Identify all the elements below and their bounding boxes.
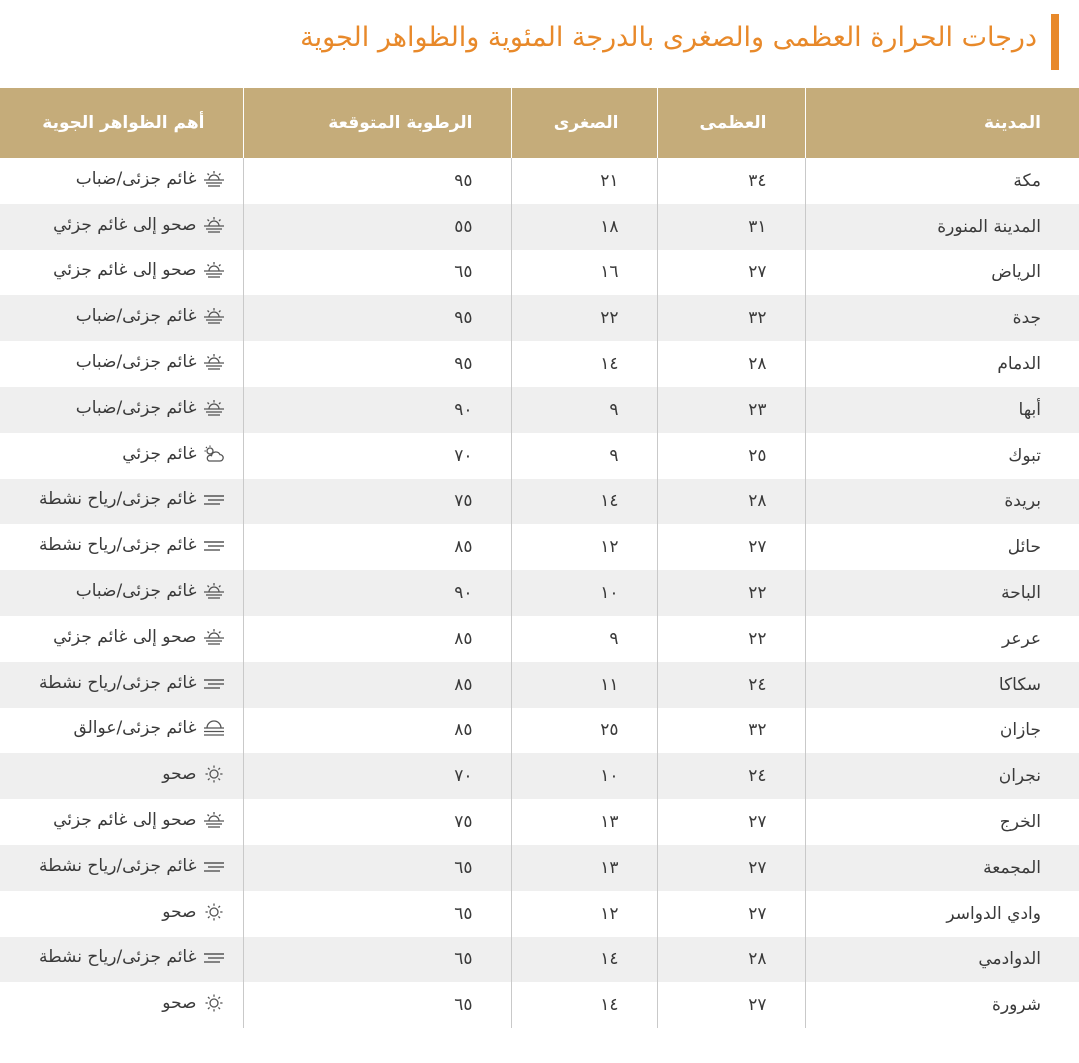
fog-icon <box>203 628 225 646</box>
title-block <box>0 14 1079 70</box>
cell-city: الدمام <box>805 341 1079 387</box>
cell-min: ٢٥ <box>511 708 657 754</box>
cell-min: ٩ <box>511 616 657 662</box>
cell-condition <box>0 387 243 433</box>
cell-city: الخرج <box>805 799 1079 845</box>
condition-wrap <box>39 856 225 876</box>
cell-condition <box>0 570 243 616</box>
condition-text: غائم جزئى/ضباب <box>75 306 197 327</box>
cell-city: المدينة المنورة <box>805 204 1079 250</box>
condition-text: غائم جزئى/عوالق <box>73 718 197 739</box>
cell-city: عرعر <box>805 616 1079 662</box>
title-accent-bar <box>1051 14 1059 70</box>
column-header-min: الصغرى <box>511 88 657 158</box>
cell-condition <box>0 158 243 204</box>
page-title: درجات الحرارة العظمى والصغرى بالدرجة المئوية والظواهر الجوية <box>300 22 1037 53</box>
cell-condition <box>0 753 243 799</box>
cell-city: شرورة <box>805 982 1079 1028</box>
condition-text: غائم جزئى/رياح نشطة <box>39 947 197 968</box>
cell-humidity: ٨٥ <box>243 708 511 754</box>
condition-text: صحو <box>162 993 197 1014</box>
fog-icon <box>203 353 225 371</box>
cell-city: حائل <box>805 524 1079 570</box>
cell-max: ٣٢ <box>657 295 805 341</box>
condition-text: صحو إلى غائم جزئي <box>53 810 197 831</box>
condition-text: غائم جزئى/رياح نشطة <box>39 672 197 693</box>
cell-humidity: ٥٥ <box>243 204 511 250</box>
cell-humidity: ٩٠ <box>243 387 511 433</box>
cell-humidity: ٧٠ <box>243 433 511 479</box>
fog-icon <box>203 216 225 234</box>
table-row <box>0 616 1079 662</box>
condition-wrap <box>76 398 225 418</box>
cell-city: نجران <box>805 753 1079 799</box>
condition-text: غائم جزئى/ضباب <box>75 352 197 373</box>
cell-max: ٣٤ <box>657 158 805 204</box>
cell-min: ١٢ <box>511 524 657 570</box>
condition-text: غائم جزئي <box>122 443 197 464</box>
cell-max: ٢٧ <box>657 982 805 1028</box>
cell-max: ٢٧ <box>657 891 805 937</box>
condition-wrap <box>162 764 224 784</box>
cell-min: ١٦ <box>511 250 657 296</box>
cell-humidity: ٧٥ <box>243 799 511 845</box>
condition-text: صحو إلى غائم جزئي <box>53 214 197 235</box>
cell-city: سكاكا <box>805 662 1079 708</box>
cell-max: ٢٣ <box>657 387 805 433</box>
condition-text: صحو <box>162 764 197 785</box>
cell-max: ٢٧ <box>657 524 805 570</box>
cell-min: ١٤ <box>511 937 657 983</box>
cell-min: ١٤ <box>511 479 657 525</box>
condition-text: غائم جزئى/رياح نشطة <box>39 535 197 556</box>
condition-text: صحو <box>162 901 197 922</box>
cell-city: جازان <box>805 708 1079 754</box>
wind-icon <box>203 948 225 966</box>
cell-min: ٩ <box>511 433 657 479</box>
cell-min: ١٤ <box>511 341 657 387</box>
condition-wrap <box>76 581 225 601</box>
cell-condition <box>0 295 243 341</box>
condition-wrap <box>53 215 224 235</box>
cell-humidity: ٦٥ <box>243 845 511 891</box>
cell-humidity: ٩٥ <box>243 158 511 204</box>
cell-condition <box>0 341 243 387</box>
table-row <box>0 341 1079 387</box>
sun-icon <box>203 903 225 921</box>
fog-icon <box>203 170 225 188</box>
cell-condition <box>0 799 243 845</box>
table-row <box>0 982 1079 1028</box>
cell-humidity: ٦٥ <box>243 982 511 1028</box>
table-row <box>0 158 1079 204</box>
cell-max: ٢٧ <box>657 250 805 296</box>
condition-wrap <box>53 810 224 830</box>
cell-humidity: ٩٥ <box>243 295 511 341</box>
wind-icon <box>203 857 225 875</box>
wind-icon <box>203 674 225 692</box>
cell-condition <box>0 845 243 891</box>
cell-condition <box>0 479 243 525</box>
cell-condition <box>0 524 243 570</box>
cell-min: ١٠ <box>511 570 657 616</box>
condition-text: غائم جزئى/ضباب <box>75 168 197 189</box>
fog-icon <box>203 399 225 417</box>
cell-min: ١٠ <box>511 753 657 799</box>
cell-humidity: ٧٥ <box>243 479 511 525</box>
cell-max: ٢٨ <box>657 479 805 525</box>
condition-text: صحو إلى غائم جزئي <box>53 260 197 281</box>
cell-condition <box>0 891 243 937</box>
condition-wrap <box>73 718 224 738</box>
cell-condition <box>0 982 243 1028</box>
cell-min: ٩ <box>511 387 657 433</box>
cell-min: ١٣ <box>511 799 657 845</box>
cell-max: ٢٧ <box>657 799 805 845</box>
partly-cloudy-icon <box>203 445 225 463</box>
cell-humidity: ٦٥ <box>243 891 511 937</box>
weather-table <box>0 88 1079 1028</box>
column-header-city: المدينة <box>805 88 1079 158</box>
condition-wrap <box>76 352 225 372</box>
cell-city: المجمعة <box>805 845 1079 891</box>
cell-city: وادي الدواسر <box>805 891 1079 937</box>
table-row <box>0 753 1079 799</box>
cell-condition <box>0 250 243 296</box>
condition-wrap <box>76 306 225 326</box>
condition-wrap <box>39 489 225 509</box>
cell-humidity: ٧٠ <box>243 753 511 799</box>
cell-city: مكة <box>805 158 1079 204</box>
cell-max: ٢٨ <box>657 341 805 387</box>
cell-max: ٢٨ <box>657 937 805 983</box>
cell-humidity: ٦٥ <box>243 937 511 983</box>
condition-wrap <box>162 993 224 1013</box>
cell-condition <box>0 616 243 662</box>
fog-icon <box>203 307 225 325</box>
cell-city: الدوادمي <box>805 937 1079 983</box>
table-row <box>0 662 1079 708</box>
table-row <box>0 891 1079 937</box>
condition-wrap <box>122 444 224 464</box>
table-row <box>0 799 1079 845</box>
condition-wrap <box>76 169 225 189</box>
column-header-max: العظمى <box>657 88 805 158</box>
cell-city: الرياض <box>805 250 1079 296</box>
condition-wrap <box>39 947 225 967</box>
cell-min: ١٣ <box>511 845 657 891</box>
cell-city: جدة <box>805 295 1079 341</box>
table-row <box>0 524 1079 570</box>
cell-max: ٣٢ <box>657 708 805 754</box>
cell-city: تبوك <box>805 433 1079 479</box>
table-body <box>0 158 1079 1028</box>
cell-max: ٣١ <box>657 204 805 250</box>
condition-text: غائم جزئى/رياح نشطة <box>39 489 197 510</box>
cell-condition <box>0 662 243 708</box>
cell-min: ٢٢ <box>511 295 657 341</box>
cell-humidity: ٦٥ <box>243 250 511 296</box>
condition-wrap <box>39 535 225 555</box>
cell-condition <box>0 708 243 754</box>
cell-max: ٢٤ <box>657 753 805 799</box>
cell-humidity: ٩٥ <box>243 341 511 387</box>
table-row <box>0 708 1079 754</box>
condition-text: صحو إلى غائم جزئي <box>53 626 197 647</box>
cell-max: ٢٥ <box>657 433 805 479</box>
cell-humidity: ٨٥ <box>243 662 511 708</box>
table-row <box>0 479 1079 525</box>
cell-humidity: ٨٥ <box>243 524 511 570</box>
table-row <box>0 387 1079 433</box>
column-header-condition: أهم الظواهر الجوية <box>0 88 243 158</box>
table-row <box>0 845 1079 891</box>
cell-max: ٢٧ <box>657 845 805 891</box>
column-header-humidity: الرطوبة المتوقعة <box>243 88 511 158</box>
sun-icon <box>203 765 225 783</box>
table-row <box>0 937 1079 983</box>
condition-wrap <box>53 260 224 280</box>
cell-condition <box>0 937 243 983</box>
sun-icon <box>203 994 225 1012</box>
cell-max: ٢٤ <box>657 662 805 708</box>
table-row <box>0 250 1079 296</box>
condition-text: غائم جزئى/ضباب <box>75 581 197 602</box>
wind-icon <box>203 490 225 508</box>
condition-text: غائم جزئى/رياح نشطة <box>39 855 197 876</box>
cell-min: ١١ <box>511 662 657 708</box>
table-row <box>0 204 1079 250</box>
condition-text: غائم جزئى/ضباب <box>75 397 197 418</box>
haze-icon <box>203 719 225 737</box>
cell-humidity: ٨٥ <box>243 616 511 662</box>
wind-icon <box>203 536 225 554</box>
cell-condition <box>0 204 243 250</box>
table-header-row <box>0 88 1079 158</box>
fog-icon <box>203 582 225 600</box>
cell-city: بريدة <box>805 479 1079 525</box>
cell-humidity: ٩٠ <box>243 570 511 616</box>
cell-city: أبها <box>805 387 1079 433</box>
condition-wrap <box>162 902 224 922</box>
cell-condition <box>0 433 243 479</box>
cell-min: ١٤ <box>511 982 657 1028</box>
fog-icon <box>203 261 225 279</box>
fog-icon <box>203 811 225 829</box>
cell-city: الباحة <box>805 570 1079 616</box>
condition-wrap <box>39 673 225 693</box>
table-row <box>0 570 1079 616</box>
cell-min: ٢١ <box>511 158 657 204</box>
table-row <box>0 295 1079 341</box>
table-row <box>0 433 1079 479</box>
cell-min: ١٢ <box>511 891 657 937</box>
cell-max: ٢٢ <box>657 616 805 662</box>
cell-max: ٢٢ <box>657 570 805 616</box>
condition-wrap <box>53 627 224 647</box>
cell-min: ١٨ <box>511 204 657 250</box>
